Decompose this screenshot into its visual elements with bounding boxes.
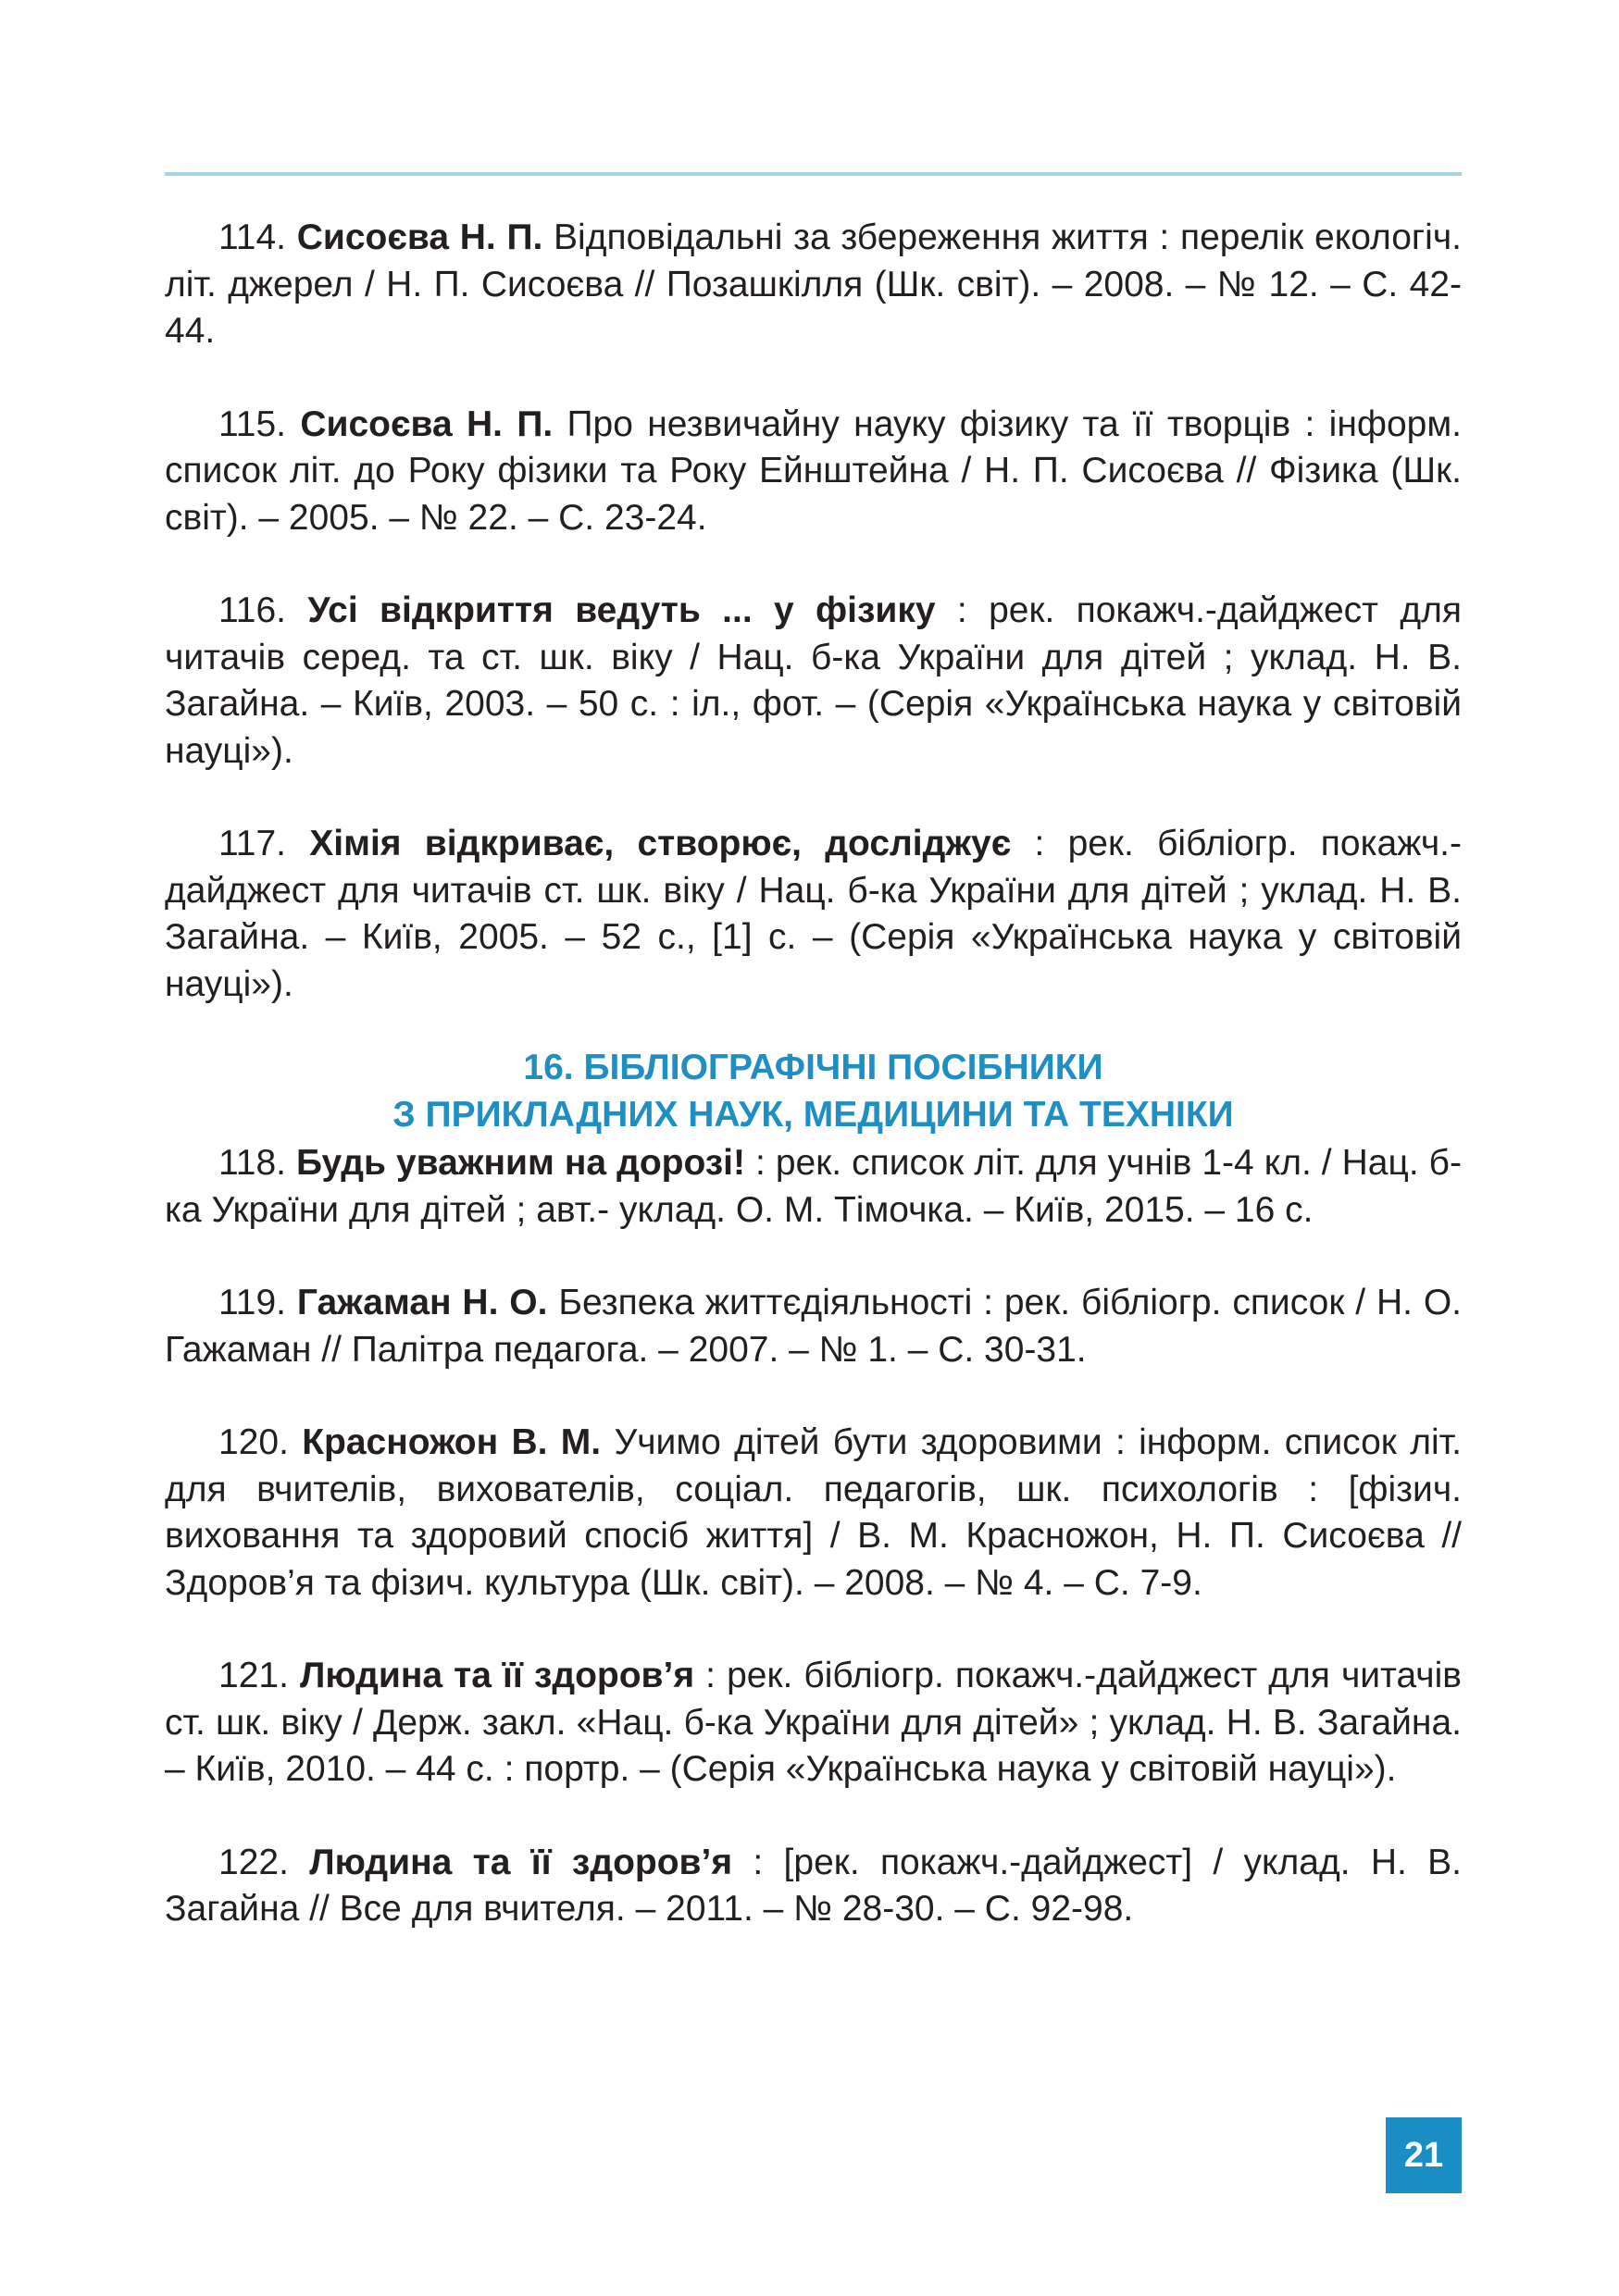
entry-number: 119. [218, 1283, 287, 1322]
bibliography-entry-114 [165, 215, 1462, 355]
entry-number: 117. [218, 824, 287, 863]
entry-number: 115. [218, 403, 287, 444]
section-heading [165, 1045, 1462, 1138]
entry-title: Усі відкриття ведуть ... у фізику [307, 590, 936, 630]
entry-text: Безпека життєдіяльності : рек. бібліогр. список / Н. О. Гажаман // Палітра педагога. – 2007. – № 1. – С. 30-31. [165, 1283, 1463, 1370]
entry-title: Людина та її здоров’я [309, 1842, 733, 1882]
entry-number: 122. [218, 1842, 289, 1882]
bibliography-entry-122 [165, 1840, 1462, 1933]
entry-text: : рек. бібліогр. покажч.-дайджест для читачів ст. шк. віку / Держ. закл. «Нац. б-ка України для дітей» ; уклад. Н. В. Загайна. – Київ, 2010. – 44 с. : портр. – (Серія «Українська наука у світовій науці»). [165, 1656, 1463, 1789]
bibliography-entry-120 [165, 1420, 1462, 1607]
bibliography-entry-116 [165, 588, 1462, 775]
page-content [165, 215, 1462, 1980]
entry-number: 116. [218, 590, 287, 630]
bibliography-entry-117 [165, 821, 1462, 1008]
entry-title: Людина та її здоров’я [299, 1656, 695, 1695]
entry-number: 120. [218, 1422, 289, 1462]
entry-text: : рек. список літ. для учнів 1-4 кл. / Нац. б-ка України для дітей ; авт.- уклад. О. М. Тімочка. – Київ, 2015. – 16 с. [165, 1143, 1462, 1230]
entry-author: Гажаман Н. О. [296, 1283, 548, 1322]
bibliography-entry-118 [165, 1140, 1462, 1234]
bibliography-entry-121 [165, 1653, 1462, 1793]
section-heading-line-2: З ПРИКЛАДНИХ НАУК, МЕДИЦИНИ ТА ТЕХНІКИ [392, 1094, 1234, 1135]
entry-text: Учимо дітей бути здоровими : інформ. список літ. для вчителів, вихователів, соціал. педагогів, шк. психологів : [фізич. виховання та здоровий спосіб життя] / В. М. Красножон, Н. П. Сисоєва // Здоров’я та фізич. культура (Шк. світ). – 2008. – № 4. – С. 7-9. [165, 1422, 1462, 1603]
entry-text: : [рек. покажч.-дайджест] / уклад. Н. В. Загайна // Все для вчителя. – 2011. – № 28-30. – С. 92-98. [165, 1842, 1463, 1929]
entry-number: 114. [218, 217, 287, 257]
entry-text: : рек. бібліогр. покажч.-дайджест для читачів ст. шк. віку / Нац. б-ка України для дітей ; уклад. Н. В. Загайна. – Київ, 2005. – 52 с., [1] с. – (Серія «Українська наука у світовій науці»). [165, 824, 1462, 1004]
entry-author: Красножон В. М. [302, 1422, 602, 1462]
page-number: 21 [1386, 2117, 1462, 2193]
entry-number: 118. [218, 1143, 287, 1183]
entry-title: Хімія відкриває, створює, досліджує [309, 824, 1012, 863]
entry-author: Сисоєва Н. П. [296, 217, 543, 257]
entry-text: Про незвичайну науку фізику та її творців : інформ. список літ. до Року фізики та Року Ейнштейна / Н. П. Сисоєва // Фізика (Шк. світ). – 2005. – № 22. – С. 23-24. [165, 403, 1462, 538]
bibliography-entry-119 [165, 1280, 1462, 1373]
section-heading-line-1: 16. БІБЛІОГРАФІЧНІ ПОСІБНИКИ [523, 1048, 1103, 1087]
entry-number: 121. [218, 1656, 289, 1695]
bibliography-entry-115 [165, 402, 1462, 542]
entry-text: : рек. покажч.-дайджест для читачів серед. та ст. шк. віку / Нац. б-ка України для дітей ; уклад. Н. В. Загайна. – Київ, 2003. – 50 с. : іл., фот. – (Серія «Українська наука у світовій науці»). [165, 590, 1462, 771]
top-rule [165, 172, 1462, 176]
entry-text: Відповідальні за збереження життя : перелік екологіч. літ. джерел / Н. П. Сисоєва // Позашкілля (Шк. світ). – 2008. – № 12. – С. 42-44. [165, 217, 1462, 351]
entry-title: Будь уважним на дорозі! [296, 1143, 746, 1183]
entry-author: Сисоєва Н. П. [300, 403, 554, 444]
